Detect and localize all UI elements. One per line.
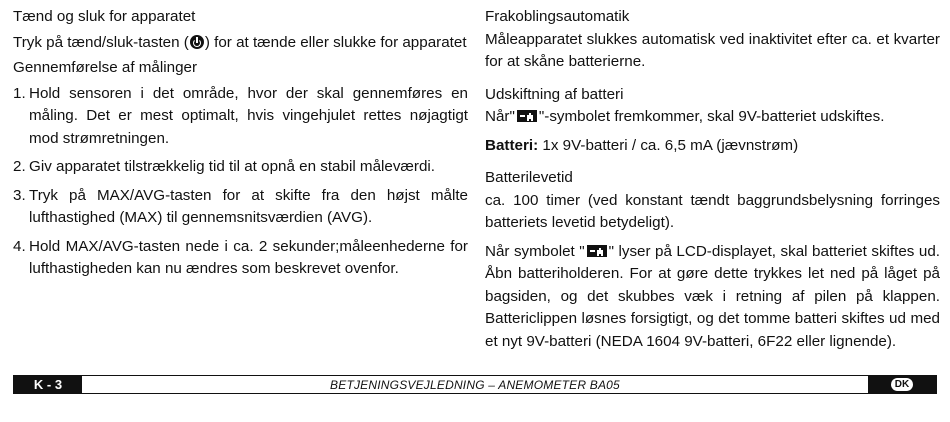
list-item: 4. Hold MAX/AVG-tasten nede i ca. 2 sekunder;måleenhederne for lufthastigheden kan nu ændres som beskrevet ovenfor.: [13, 237, 468, 277]
list-item: 2. Giv apparatet tilstrækkelig tid til at opnå en stabil måleværdi.: [13, 158, 436, 175]
language-box: [868, 376, 936, 393]
left-column: [13, 6, 468, 281]
battery-spec: Batteri: 1x 9V-batteri / ca. 6,5 mA (jævnstrøm): [485, 136, 799, 154]
power-button-icon: [190, 35, 204, 49]
battery-replace-text: Når" "-symbolet fremkommer, skal 9V-batteriet udskiftes.: [485, 108, 885, 125]
power-heading: Tænd og sluk for apparatet: [13, 8, 196, 25]
battery-life-heading: Batterilevetid: [485, 169, 573, 186]
battery-replace-heading: Udskiftning af batteri: [485, 85, 624, 103]
list-item: 1. Hold sensoren i det område, hvor der skal gennemføres en måling. Det er mest optimalt, hvis vingehjulet rettes nøjagtigt mod strømretningen.: [13, 84, 468, 147]
measure-heading: Gennemførelse af målinger: [13, 59, 198, 76]
measure-steps: [13, 83, 468, 281]
right-column: [485, 6, 940, 353]
battery-life-text: ca. 100 timer (ved konstant tændt baggrundsbelysning forringes batteriets levetid betydeligt).: [485, 191, 940, 231]
power-instruction: Tryk på tænd/sluk-tasten ( ) for at tænde eller slukke for apparatet: [13, 33, 467, 51]
battery-icon: [587, 245, 607, 257]
list-item: 3. Tryk på MAX/AVG-tasten for at skifte fra den højst målte lufthastighed (MAX) til gennemsnitsværdien (AVG).: [13, 186, 468, 226]
battery-icon: [517, 110, 537, 122]
page-footer: [13, 375, 937, 394]
auto-off-text: Måleapparatet slukkes automatisk ved inaktivitet efter ca. et kvarter for at skåne batterierne.: [485, 30, 940, 70]
page-number: K - 3: [14, 376, 82, 393]
auto-off-heading: Frakoblingsautomatik: [485, 8, 630, 25]
lcd-battery-text: Når symbolet " " lyser på LCD-displayet, skal batteriet skiftes ud. Åbn batteriholderen. For at gøre dette trykkes let ned på låget på bagsiden, og det skubbes væk i retning af pilen på klappen. Battericlippen løsnes forsigtigt, og det tomme batteri skiftes ud med et nyt 9V-batteri (NEDA 1604 9V-batteri, 6F22 eller lignende).: [485, 242, 940, 350]
language-badge: DK: [891, 378, 913, 391]
manual-title: BETJENINGSVEJLEDNING – ANEMOMETER BA05: [330, 377, 620, 392]
